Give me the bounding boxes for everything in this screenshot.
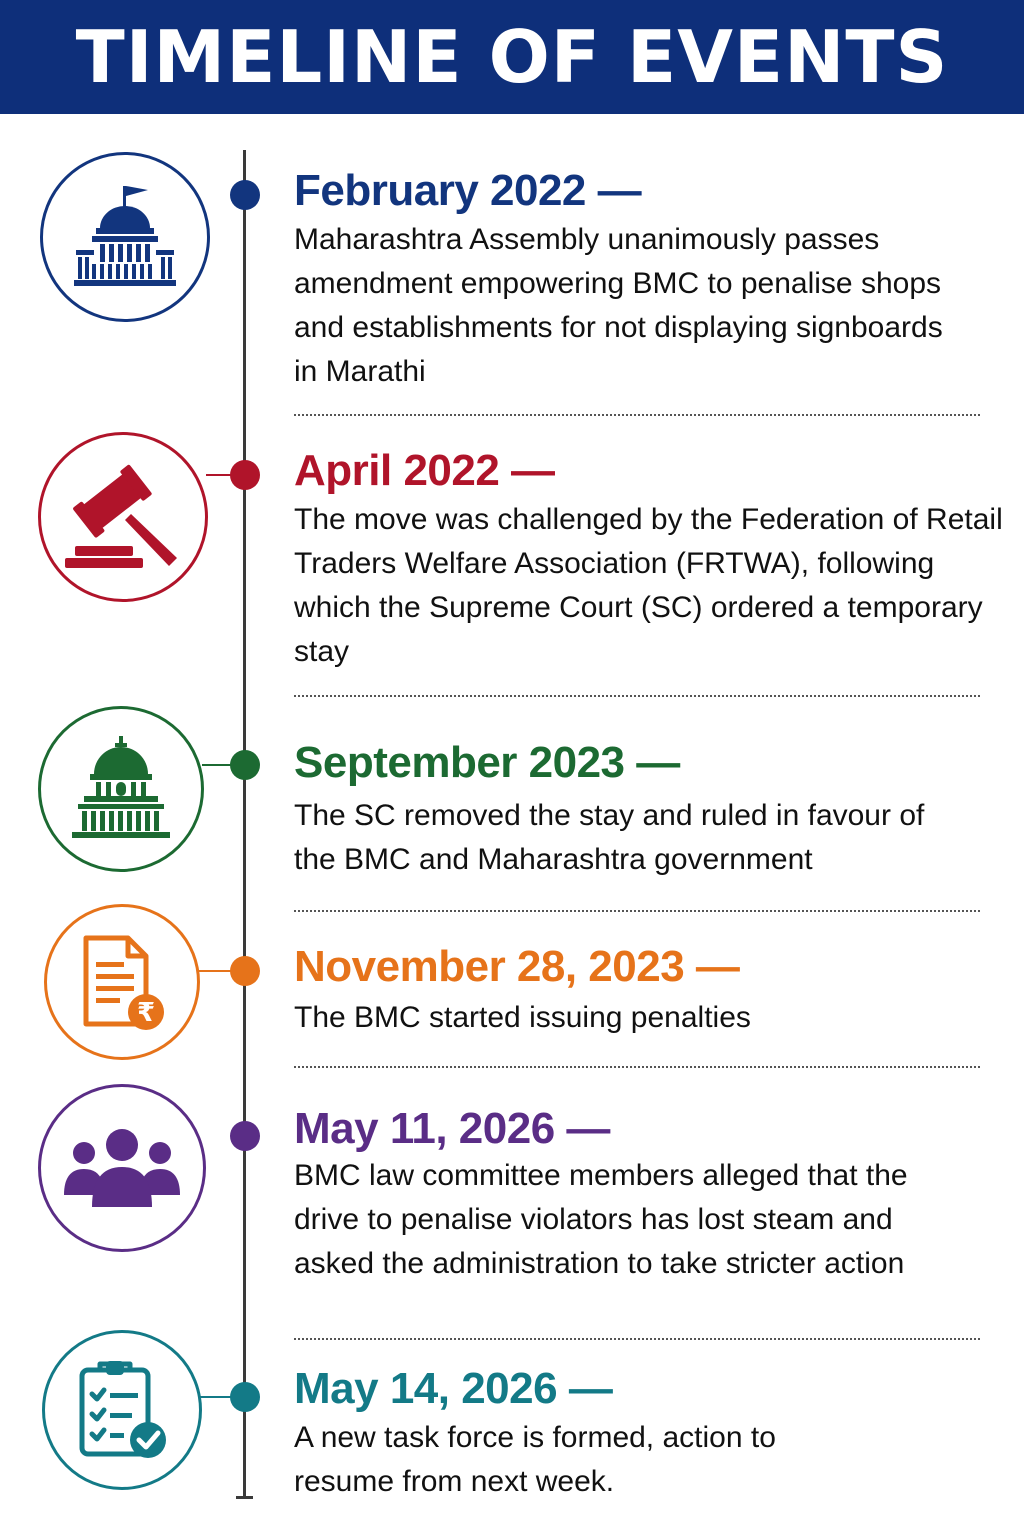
timeline-axis-end <box>236 1496 253 1499</box>
legislature-building-icon <box>70 182 180 292</box>
timeline-axis <box>243 150 246 1498</box>
event-date: April 2022 — <box>294 446 555 495</box>
timeline-dot <box>230 1121 260 1151</box>
timeline-dot <box>230 956 260 986</box>
event-date: February 2022 — <box>294 166 642 215</box>
event-divider <box>294 910 980 912</box>
event-date: November 28, 2023 — <box>294 942 740 991</box>
icon-circle <box>40 152 210 322</box>
event-divider <box>294 1066 980 1068</box>
icon-circle <box>38 706 204 872</box>
header-banner <box>0 0 1024 114</box>
timeline-dot <box>230 460 260 490</box>
event-description: A new task force is formed, action to resume from next week. <box>294 1421 776 1498</box>
event-divider <box>294 414 980 416</box>
event-divider <box>294 1338 980 1340</box>
icon-circle <box>42 1330 202 1490</box>
svg-text:₹: ₹ <box>136 998 156 1028</box>
people-group-icon <box>62 1123 182 1213</box>
event-description: The move was challenged by the Federation of Retail Traders Welfare Association (FRTWA), following which the Supreme Court (SC) ordered a temporary stay <box>294 503 1003 668</box>
icon-circle <box>38 432 208 602</box>
icon-circle <box>44 904 200 1060</box>
event-description: The SC removed the stay and ruled in favour of the BMC and Maharashtra government <box>294 799 925 876</box>
event-description: Maharashtra Assembly unanimously passes amendment empowering BMC to penalise shops and establishments for not displaying signboards in Marathi <box>294 223 943 388</box>
event-date: May 14, 2026 — <box>294 1364 613 1413</box>
timeline-dot <box>230 1382 260 1412</box>
icon-circle <box>38 1084 206 1252</box>
event-date: September 2023 — <box>294 738 680 787</box>
page-title: TIMELINE OF EVENTS <box>75 15 949 99</box>
penalty-document-rupee-icon <box>72 932 172 1032</box>
timeline-dot <box>230 750 260 780</box>
event-description: BMC law committee members alleged that the drive to penalise violators has lost steam and asked the administration to take stricter action <box>294 1159 908 1280</box>
gavel-icon <box>63 462 183 572</box>
clipboard-checklist-icon <box>72 1358 172 1462</box>
event-date: May 11, 2026 — <box>294 1104 610 1153</box>
event-description: The BMC started issuing penalties <box>294 1001 751 1034</box>
timeline-dot <box>230 180 260 210</box>
event-divider <box>294 695 980 697</box>
supreme-court-building-icon <box>66 734 176 844</box>
